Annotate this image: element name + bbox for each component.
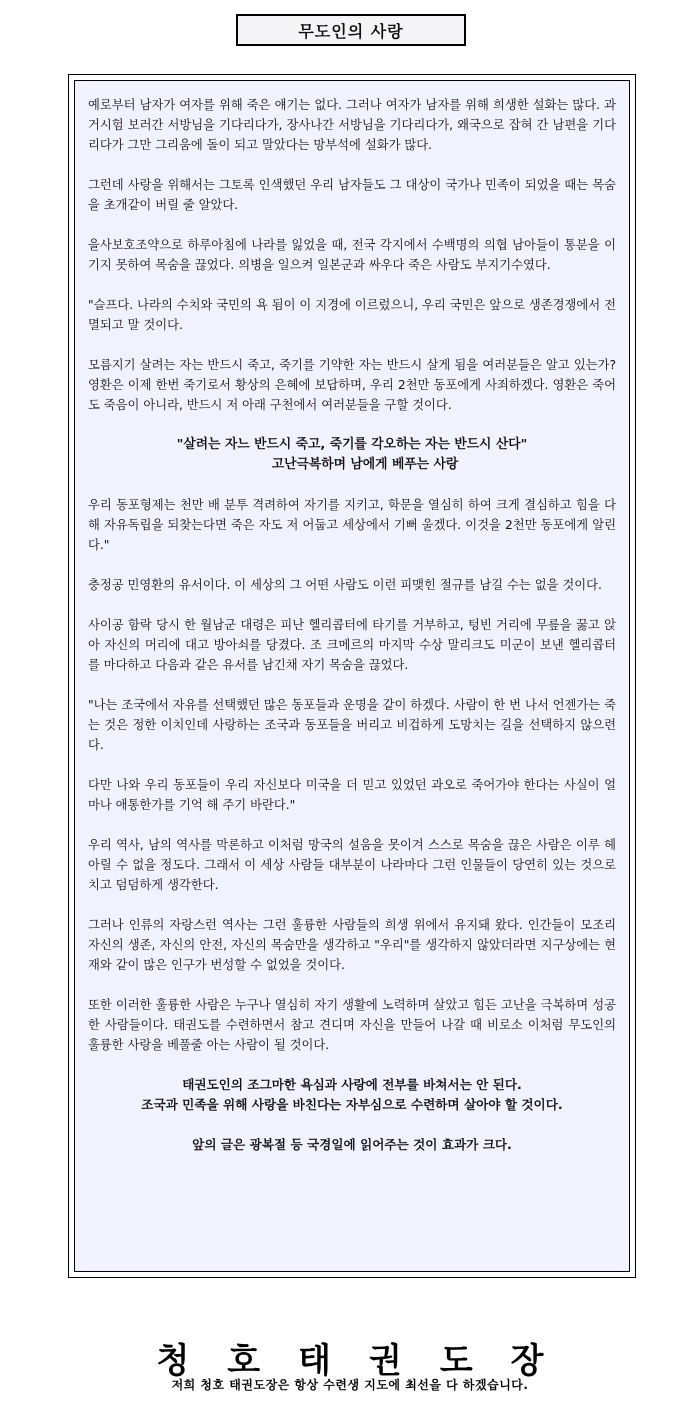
paragraph: 그런데 사랑을 위해서는 그토록 인색했던 우리 남자들도 그 대상이 국가나 민족이 되었을 때는 목숨을 초개같이 버릴 줄 알았다. — [88, 178, 616, 212]
paragraph: 우리 동포형제는 천만 배 분투 격려하여 자기를 지키고, 학문을 열심히 하여 크게 결심하고 힘을 다해 자유독립을 되찾는다면 죽은 자도 저 어둡고 세상에서 기뻐 울겠다. 이것을 2천만 동포에게 알린다." — [88, 498, 616, 552]
paragraph: 또한 이러한 훌륭한 사람은 누구나 열심히 자기 생활에 노력하며 살았고 힘든 고난을 극복하며 성공한 사람들이다. 태권도를 수련하면서 참고 견디며 자신을 만들어 나갈 때 비로소 이처럼 무도인의 훌륭한 사랑을 베풀줄 아는 사람이 될 것이다. — [88, 998, 616, 1052]
paragraph: 우리 역사, 남의 역사를 막론하고 이처럼 망국의 설움을 못이겨 스스로 목숨을 끊은 사람은 이루 헤아릴 수 없을 정도다. 그래서 이 세상 사람들 대부분이 나라마다 그런 인물들이 당연히 있는 것으로 치고 덤덤하게 생각한다. — [88, 838, 616, 892]
paragraph: 충정공 민영환의 유서이다. 이 세상의 그 어떤 사람도 이런 피맺힌 절규를 남길 수는 없을 것이다. — [88, 578, 602, 592]
quote-subtitle: 고난극복하며 남에게 베푸는 사랑 — [271, 457, 459, 472]
paragraph: 그러나 인류의 자랑스런 역사는 그런 훌륭한 사람들의 희생 위에서 유지돼 왔다. 인간들이 모조리 자신의 생존, 자신의 안전, 자신의 목숨만을 생각하고 "우리"를 생각하지 않았더라면 지구상에는 현재와 같이 많은 인구가 번성할 수 없었을 것이다. — [88, 918, 616, 972]
paragraph: 예로부터 남자가 여자를 위해 죽은 얘기는 없다. 그러나 여자가 남자를 위해 희생한 설화는 많다. 과거시험 보러간 서방님을 기다리다가, 장사나간 서방님을 기다리다가, 왜국으로 잡혀 간 남편을 기다리다가 그만 그리움에 돌이 되고 말았다는 망부석에 설화가 많다. — [88, 98, 616, 152]
paragraph: 모름지기 살려는 자는 반드시 죽고, 죽기를 기약한 자는 반드시 살게 됨을 여러분들은 알고 있는가? 영환은 이제 한번 죽기로서 황상의 은혜에 보답하며, 우리 2천만 동포에게 사죄하겠다. 영환은 죽어도 죽음이 아니라, 반드시 저 아래 구천에서 여러분들을 구할 것이다. — [88, 358, 616, 412]
closing-line: 태권도인의 조그마한 욕심과 사랑에 전부를 바쳐서는 안 된다. — [182, 1077, 522, 1092]
paragraph: 을사보호조약으로 하루아침에 나라를 잃었을 때, 전국 각지에서 수백명의 의협 남아들이 통분을 이기지 못하여 목숨을 끊었다. 의병을 일으켜 일본군과 싸우다 죽은 사람도 부지기수였다. — [88, 238, 616, 272]
article-panel — [74, 80, 630, 1272]
article-body — [88, 95, 616, 1155]
page-title: 무도인의 사랑 — [236, 14, 466, 46]
usage-note: 앞의 글은 광복절 등 국경일에 읽어주는 것이 효과가 크다. — [192, 1137, 512, 1152]
gym-motto: 저희 청호 태권도장은 항상 수련생 지도에 최선을 다 하겠습니다. — [171, 1378, 529, 1392]
closing-message — [88, 1075, 616, 1155]
highlight-quote — [88, 435, 616, 475]
article-frame — [68, 74, 636, 1278]
paragraph: 다만 나와 우리 동포들이 우리 자신보다 미국을 더 믿고 있었던 과오로 죽어가야 한다는 사실이 얼마나 애통한가를 기억 해 주기 바란다." — [88, 778, 616, 812]
quote-line: "살려는 자느 반드시 죽고, 죽기를 각오하는 자는 반드시 산다" — [176, 437, 528, 452]
paragraph: 사이공 함락 당시 한 월남군 대령은 피난 헬리콥터에 타기를 거부하고, 텅빈 거리에 무릎을 꿇고 앉아 자신의 머리에 대고 방아쇠를 당겼다. 조 크메르의 마지막 수상 말리크도 미군이 보낸 헬리콥터를 마다하고 다음과 같은 유서를 남긴채 자기 목숨을 끊었다. — [88, 618, 616, 672]
gym-name: 청호태권도장 — [156, 1341, 582, 1381]
paragraph: "슬프다. 나라의 수치와 국민의 욕 됨이 이 지경에 이르렀으니, 우리 국민은 앞으로 생존경쟁에서 전멸되고 말 것이다. — [88, 298, 616, 332]
closing-line: 조국과 민족을 위해 사랑을 바친다는 자부심으로 수련하며 살아야 할 것이다. — [141, 1097, 563, 1112]
paragraph: "나는 조국에서 자유를 선택했던 많은 동포들과 운명을 같이 하겠다. 사람이 한 번 나서 언젠가는 죽는 것은 정한 이치인데 사랑하는 조국과 동포들을 버리고 비겁하게 도망치는 길을 선택하지 않으련다. — [88, 698, 616, 752]
